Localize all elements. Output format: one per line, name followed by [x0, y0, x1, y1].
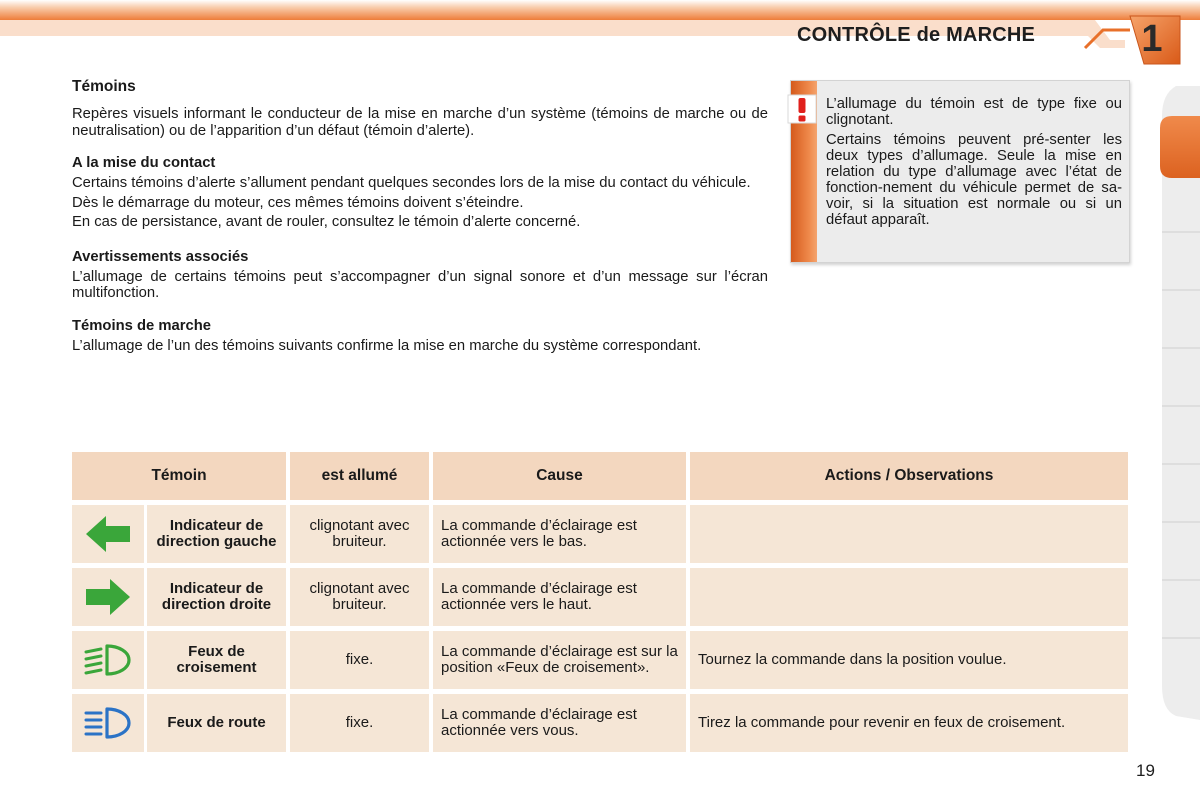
table-header-actions: Actions / Observations [690, 452, 1128, 500]
warnings-paragraph: L’allumage de certains témoins peut s’accompagner d’un signal sonore et d’un message sur l’écran multifonction. [72, 268, 768, 301]
chapter-number: 1 [1141, 18, 1163, 60]
table-row-2-name: Indicateur de direction droite [147, 568, 286, 626]
note-text [826, 96, 1122, 232]
table-row-3-action: Tournez la commande dans la position voulue. [690, 631, 1128, 689]
table-row-3-name: Feux de croisement [147, 631, 286, 689]
contact-paragraph-3: En cas de persistance, avant de rouler, consultez le témoin d’alerte concerné. [72, 214, 581, 230]
note-paragraph-2: Certains témoins peuvent pré-senter les deux types d’allumage. Seule la mise en relation du type d’allumage avec l’état de fonction-nement du véhicule permet de sa-voir, si la situation est normale ou si un défaut apparaît. [826, 132, 1122, 228]
high-beam-icon [83, 706, 133, 740]
heading-temoins-de-marche: Témoins de marche [72, 317, 211, 334]
table-row-3-state: fixe. [290, 631, 429, 689]
warning-lamps-table [70, 450, 1130, 755]
contact-paragraph-1: Certains témoins d’alerte s’allument pendant quelques secondes lors de la mise du contact du véhicule. [72, 175, 751, 191]
chapter-index-strip [1156, 86, 1200, 720]
table-row-2-icon-cell [72, 568, 144, 626]
page-number: 19 [1136, 761, 1155, 780]
main-text-column [72, 78, 768, 357]
table-row-1-state: clignotant avec bruiteur. [290, 505, 429, 563]
right-turn-arrow-icon [84, 577, 132, 617]
table-row-4-action: Tirez la commande pour revenir en feux de croisement. [690, 694, 1128, 752]
table-header-temoin: Témoin [72, 452, 286, 500]
section-title-temoins: Témoins [72, 78, 136, 95]
chapter-tab-active[interactable] [1160, 116, 1200, 178]
left-turn-arrow-icon [84, 514, 132, 554]
running-paragraph: L’allumage de l’un des témoins suivants confirme la mise en marche du système correspondant. [72, 337, 702, 354]
table-row-1-action [690, 505, 1128, 563]
table-row-4-cause: La commande d’éclairage est actionnée vers vous. [433, 694, 686, 752]
table-row-1-name: Indicateur de direction gauche [147, 505, 286, 563]
table-header-est-allume: est allumé [290, 452, 429, 500]
table-row-2-state: clignotant avec bruiteur. [290, 568, 429, 626]
table-row-4-icon-cell [72, 694, 144, 752]
table-row-2-action [690, 568, 1128, 626]
table-row-4-state: fixe. [290, 694, 429, 752]
page-title: CONTRÔLE de MARCHE [797, 24, 1036, 46]
table-header-cause: Cause [433, 452, 686, 500]
note-paragraph-1: L’allumage du témoin est de type fixe ou clignotant. [826, 96, 1122, 128]
heading-mise-du-contact: A la mise du contact [72, 155, 216, 171]
table-row-4-name: Feux de route [147, 694, 286, 752]
table-row-1-icon-cell [72, 505, 144, 563]
table-row-2-cause: La commande d’éclairage est actionnée vers le haut. [433, 568, 686, 626]
contact-paragraph-2: Dès le démarrage du moteur, ces mêmes témoins doivent s’éteindre. [72, 194, 524, 211]
table-row-3-cause: La commande d’éclairage est sur la position «Feux de croisement». [433, 631, 686, 689]
intro-paragraph: Repères visuels informant le conducteur de la mise en marche d’un système (témoins de marche ou de neutralisation) ou de l’apparition d’un défaut (témoin d’alerte). [72, 106, 768, 139]
heading-avertissements: Avertissements associés [72, 248, 249, 265]
table-row-3-icon-cell [72, 631, 144, 689]
exclamation-warning-icon [786, 93, 818, 125]
table-row-1-cause: La commande d’éclairage est actionnée vers le bas. [433, 505, 686, 563]
low-beam-icon [83, 643, 133, 677]
